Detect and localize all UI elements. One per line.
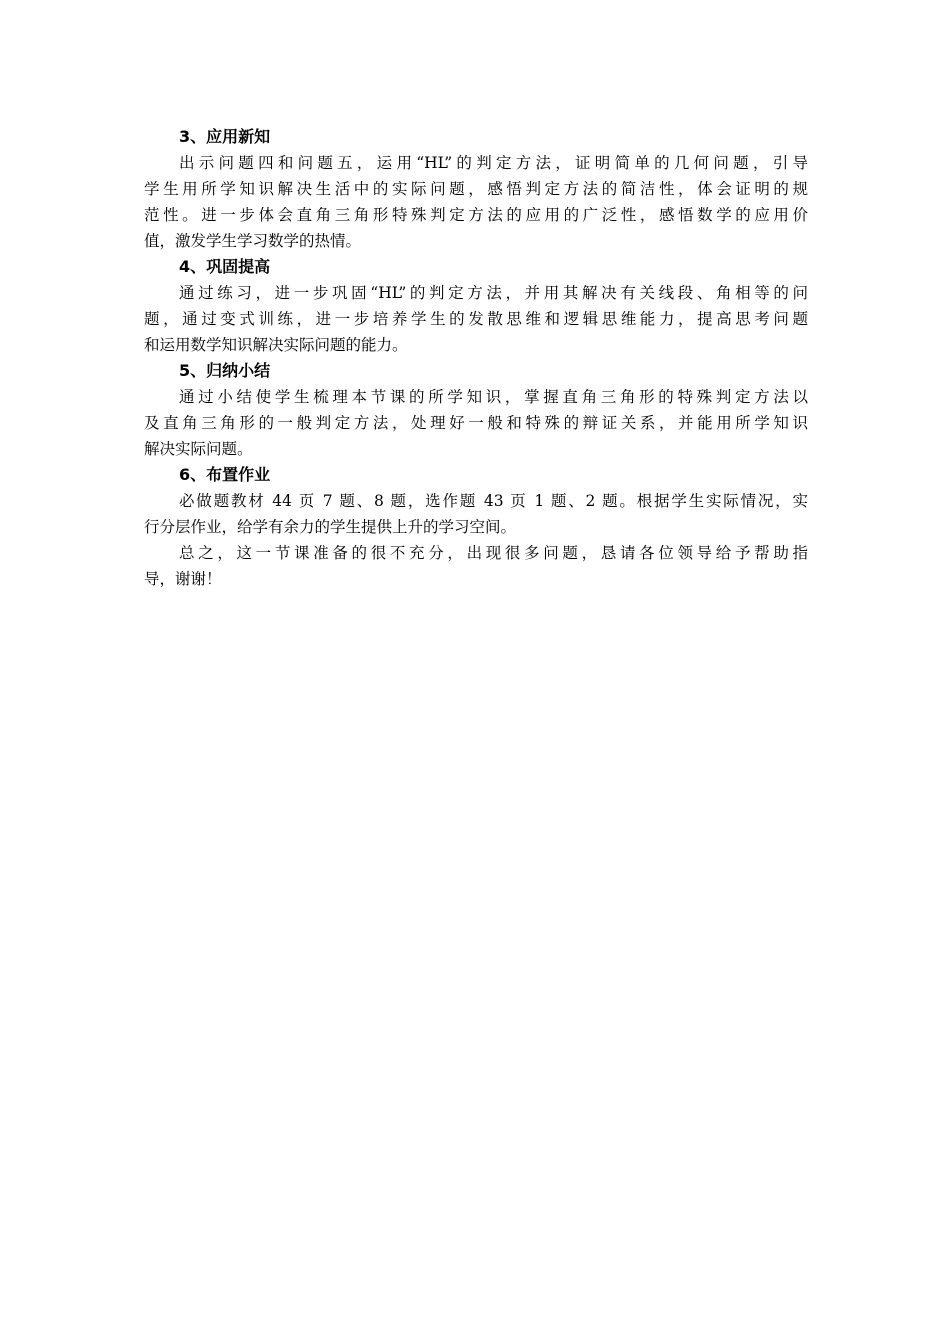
section-paragraph <box>144 280 808 358</box>
paragraph-line: 总之，这一节课准备的很不充分，出现很多问题，恳请各位领导给予帮助指 <box>179 544 808 562</box>
section-consolidate <box>144 254 808 358</box>
closing-paragraph <box>144 540 808 592</box>
paragraph-line: 解决实际问题。 <box>144 440 253 458</box>
section-heading: 5、归纳小结 <box>179 361 271 380</box>
paragraph-line: 学生用所学知识解决生活中的实际问题，感悟判定方法的简洁性，体会证明的规 <box>144 180 808 198</box>
paragraph-line: 通过小结使学生梳理本节课的所学知识，掌握直角三角形的特殊判定方法以 <box>179 388 808 406</box>
document-page <box>144 124 808 592</box>
paragraph-line: 行分层作业，给学有余力的学生提供上升的学习空间。 <box>144 518 517 536</box>
section-homework <box>144 462 808 540</box>
paragraph-line: 通过练习，进一步巩固“HL”的判定方法，并用其解决有关线段、角相等的问 <box>179 284 808 302</box>
paragraph-line: 及直角三角形的一般判定方法，处理好一般和特殊的辩证关系，并能用所学知识 <box>144 414 808 432</box>
section-paragraph <box>144 488 808 540</box>
section-apply-new-knowledge <box>144 124 808 254</box>
closing-remarks <box>144 540 808 592</box>
paragraph-line: 必做题教材 44 页 7 题、8 题，选作题 43 页 1 题、2 题。根据学生实际情况，实 <box>179 492 808 510</box>
paragraph-line: 范性。进一步体会直角三角形特殊判定方法的应用的广泛性，感悟数学的应用价 <box>144 206 808 224</box>
paragraph-line: 导，谢谢！ <box>144 570 222 588</box>
paragraph-line: 和运用数学知识解决实际问题的能力。 <box>144 336 408 354</box>
paragraph-line: 题，通过变式训练，进一步培养学生的发散思维和逻辑思维能力，提高思考问题 <box>144 310 808 328</box>
paragraph-line: 出示问题四和问题五，运用“HL”的判定方法，证明简单的几何问题，引导 <box>179 154 808 172</box>
section-paragraph <box>144 150 808 254</box>
section-summary <box>144 358 808 462</box>
section-heading: 4、巩固提高 <box>179 257 271 276</box>
section-heading: 3、应用新知 <box>179 127 271 146</box>
section-heading: 6、布置作业 <box>179 465 271 484</box>
paragraph-line: 值，激发学生学习数学的热情。 <box>144 232 362 250</box>
section-paragraph <box>144 384 808 462</box>
